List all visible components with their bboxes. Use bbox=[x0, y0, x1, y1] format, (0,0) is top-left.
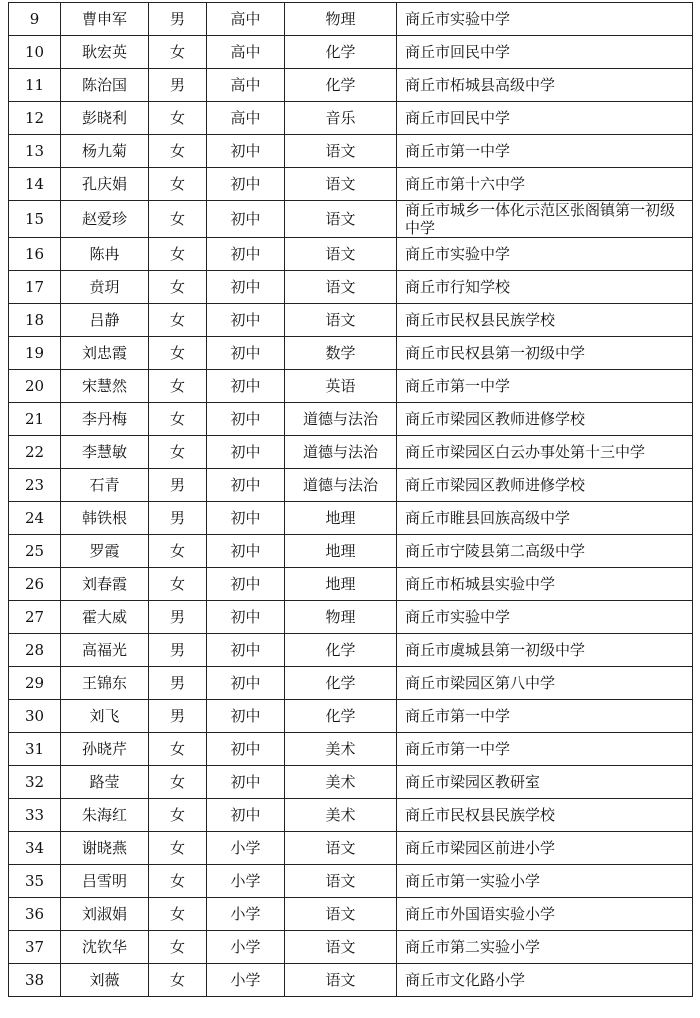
person-name: 霍大威 bbox=[61, 601, 149, 634]
table-row bbox=[9, 337, 693, 370]
school-name: 商丘市虞城县第一初级中学 bbox=[397, 634, 693, 667]
school-name: 商丘市实验中学 bbox=[397, 3, 693, 36]
person-name: 高福光 bbox=[61, 634, 149, 667]
school-level: 小学 bbox=[207, 832, 285, 865]
person-name: 石青 bbox=[61, 469, 149, 502]
school-name: 商丘市第一中学 bbox=[397, 370, 693, 403]
row-number: 16 bbox=[9, 238, 61, 271]
table-row bbox=[9, 898, 693, 931]
school-level: 初中 bbox=[207, 667, 285, 700]
school-name: 商丘市民权县民族学校 bbox=[397, 304, 693, 337]
row-number: 29 bbox=[9, 667, 61, 700]
school-level: 初中 bbox=[207, 168, 285, 201]
gender-cell: 女 bbox=[149, 964, 207, 997]
gender-cell: 女 bbox=[149, 799, 207, 832]
school-name: 商丘市第一中学 bbox=[397, 700, 693, 733]
subject-cell: 语文 bbox=[285, 168, 397, 201]
gender-cell: 女 bbox=[149, 271, 207, 304]
subject-cell: 物理 bbox=[285, 601, 397, 634]
school-level: 初中 bbox=[207, 201, 285, 238]
school-level: 初中 bbox=[207, 766, 285, 799]
table-row bbox=[9, 667, 693, 700]
school-level: 高中 bbox=[207, 102, 285, 135]
table-row bbox=[9, 403, 693, 436]
subject-cell: 美术 bbox=[285, 799, 397, 832]
row-number: 9 bbox=[9, 3, 61, 36]
subject-cell: 语文 bbox=[285, 898, 397, 931]
subject-cell: 美术 bbox=[285, 766, 397, 799]
subject-cell: 语文 bbox=[285, 832, 397, 865]
subject-cell: 物理 bbox=[285, 3, 397, 36]
row-number: 37 bbox=[9, 931, 61, 964]
person-name: 李慧敏 bbox=[61, 436, 149, 469]
gender-cell: 女 bbox=[149, 370, 207, 403]
person-name: 刘忠霞 bbox=[61, 337, 149, 370]
table-row bbox=[9, 168, 693, 201]
person-name: 刘淑娟 bbox=[61, 898, 149, 931]
subject-cell: 道德与法治 bbox=[285, 469, 397, 502]
gender-cell: 男 bbox=[149, 601, 207, 634]
school-name: 商丘市民权县民族学校 bbox=[397, 799, 693, 832]
person-name: 刘薇 bbox=[61, 964, 149, 997]
school-name: 商丘市文化路小学 bbox=[397, 964, 693, 997]
subject-cell: 美术 bbox=[285, 733, 397, 766]
school-name: 商丘市柘城县高级中学 bbox=[397, 69, 693, 102]
school-level: 初中 bbox=[207, 469, 285, 502]
subject-cell: 语文 bbox=[285, 964, 397, 997]
table-row bbox=[9, 135, 693, 168]
person-name: 谢晓燕 bbox=[61, 832, 149, 865]
row-number: 19 bbox=[9, 337, 61, 370]
row-number: 28 bbox=[9, 634, 61, 667]
document-page bbox=[8, 2, 692, 997]
table-row bbox=[9, 733, 693, 766]
table-row bbox=[9, 700, 693, 733]
gender-cell: 男 bbox=[149, 667, 207, 700]
gender-cell: 女 bbox=[149, 304, 207, 337]
gender-cell: 女 bbox=[149, 898, 207, 931]
subject-cell: 化学 bbox=[285, 700, 397, 733]
subject-cell: 语文 bbox=[285, 304, 397, 337]
gender-cell: 女 bbox=[149, 337, 207, 370]
person-name: 沈钦华 bbox=[61, 931, 149, 964]
school-name: 商丘市回民中学 bbox=[397, 36, 693, 69]
school-level: 高中 bbox=[207, 36, 285, 69]
table-body bbox=[9, 3, 693, 997]
gender-cell: 男 bbox=[149, 634, 207, 667]
person-name: 陈治国 bbox=[61, 69, 149, 102]
person-name: 刘春霞 bbox=[61, 568, 149, 601]
table-row bbox=[9, 3, 693, 36]
row-number: 27 bbox=[9, 601, 61, 634]
person-name: 彭晓利 bbox=[61, 102, 149, 135]
gender-cell: 男 bbox=[149, 469, 207, 502]
person-name: 赵爱珍 bbox=[61, 201, 149, 238]
table-row bbox=[9, 436, 693, 469]
school-level: 小学 bbox=[207, 931, 285, 964]
person-name: 孙晓芹 bbox=[61, 733, 149, 766]
school-level: 小学 bbox=[207, 898, 285, 931]
person-name: 王锦东 bbox=[61, 667, 149, 700]
table-row bbox=[9, 36, 693, 69]
personnel-table bbox=[8, 2, 693, 997]
gender-cell: 男 bbox=[149, 502, 207, 535]
gender-cell: 女 bbox=[149, 568, 207, 601]
subject-cell: 道德与法治 bbox=[285, 403, 397, 436]
person-name: 朱海红 bbox=[61, 799, 149, 832]
row-number: 31 bbox=[9, 733, 61, 766]
person-name: 曹申军 bbox=[61, 3, 149, 36]
person-name: 杨九菊 bbox=[61, 135, 149, 168]
row-number: 21 bbox=[9, 403, 61, 436]
person-name: 宋慧然 bbox=[61, 370, 149, 403]
table-row bbox=[9, 634, 693, 667]
row-number: 35 bbox=[9, 865, 61, 898]
row-number: 34 bbox=[9, 832, 61, 865]
gender-cell: 女 bbox=[149, 403, 207, 436]
table-row bbox=[9, 832, 693, 865]
gender-cell: 女 bbox=[149, 535, 207, 568]
table-row bbox=[9, 964, 693, 997]
school-name: 商丘市梁园区第八中学 bbox=[397, 667, 693, 700]
subject-cell: 道德与法治 bbox=[285, 436, 397, 469]
subject-cell: 数学 bbox=[285, 337, 397, 370]
subject-cell: 化学 bbox=[285, 667, 397, 700]
school-name: 商丘市梁园区前进小学 bbox=[397, 832, 693, 865]
row-number: 25 bbox=[9, 535, 61, 568]
person-name: 路莹 bbox=[61, 766, 149, 799]
school-name: 商丘市行知学校 bbox=[397, 271, 693, 304]
school-level: 初中 bbox=[207, 568, 285, 601]
school-level: 初中 bbox=[207, 733, 285, 766]
table-row bbox=[9, 304, 693, 337]
person-name: 吕雪明 bbox=[61, 865, 149, 898]
school-name: 商丘市实验中学 bbox=[397, 238, 693, 271]
school-name: 商丘市第二实验小学 bbox=[397, 931, 693, 964]
school-level: 初中 bbox=[207, 403, 285, 436]
school-level: 初中 bbox=[207, 271, 285, 304]
school-name: 商丘市睢县回族高级中学 bbox=[397, 502, 693, 535]
school-name: 商丘市柘城县实验中学 bbox=[397, 568, 693, 601]
school-name: 商丘市外国语实验小学 bbox=[397, 898, 693, 931]
gender-cell: 女 bbox=[149, 832, 207, 865]
row-number: 22 bbox=[9, 436, 61, 469]
gender-cell: 女 bbox=[149, 931, 207, 964]
school-name: 商丘市梁园区教师进修学校 bbox=[397, 403, 693, 436]
subject-cell: 语文 bbox=[285, 271, 397, 304]
school-level: 初中 bbox=[207, 634, 285, 667]
school-name: 商丘市第十六中学 bbox=[397, 168, 693, 201]
table-row bbox=[9, 766, 693, 799]
table-row bbox=[9, 102, 693, 135]
school-name: 商丘市第一实验小学 bbox=[397, 865, 693, 898]
school-level: 初中 bbox=[207, 135, 285, 168]
subject-cell: 地理 bbox=[285, 568, 397, 601]
gender-cell: 女 bbox=[149, 766, 207, 799]
school-level: 初中 bbox=[207, 370, 285, 403]
row-number: 23 bbox=[9, 469, 61, 502]
school-level: 初中 bbox=[207, 799, 285, 832]
school-name: 商丘市城乡一体化示范区张阁镇第一初级中学 bbox=[397, 201, 693, 238]
table-row bbox=[9, 201, 693, 238]
gender-cell: 女 bbox=[149, 102, 207, 135]
school-name: 商丘市第一中学 bbox=[397, 135, 693, 168]
row-number: 12 bbox=[9, 102, 61, 135]
school-name: 商丘市第一中学 bbox=[397, 733, 693, 766]
gender-cell: 女 bbox=[149, 238, 207, 271]
gender-cell: 男 bbox=[149, 3, 207, 36]
person-name: 孔庆娟 bbox=[61, 168, 149, 201]
gender-cell: 男 bbox=[149, 69, 207, 102]
table-row bbox=[9, 535, 693, 568]
person-name: 贲玥 bbox=[61, 271, 149, 304]
row-number: 11 bbox=[9, 69, 61, 102]
school-level: 初中 bbox=[207, 304, 285, 337]
subject-cell: 化学 bbox=[285, 69, 397, 102]
row-number: 10 bbox=[9, 36, 61, 69]
person-name: 韩铁根 bbox=[61, 502, 149, 535]
person-name: 李丹梅 bbox=[61, 403, 149, 436]
gender-cell: 女 bbox=[149, 733, 207, 766]
school-name: 商丘市梁园区教师进修学校 bbox=[397, 469, 693, 502]
school-level: 初中 bbox=[207, 436, 285, 469]
school-level: 初中 bbox=[207, 502, 285, 535]
school-name: 商丘市梁园区教研室 bbox=[397, 766, 693, 799]
gender-cell: 男 bbox=[149, 700, 207, 733]
person-name: 罗霞 bbox=[61, 535, 149, 568]
school-name: 商丘市实验中学 bbox=[397, 601, 693, 634]
school-name: 商丘市民权县第一初级中学 bbox=[397, 337, 693, 370]
table-row bbox=[9, 238, 693, 271]
school-level: 小学 bbox=[207, 865, 285, 898]
person-name: 陈冉 bbox=[61, 238, 149, 271]
subject-cell: 化学 bbox=[285, 36, 397, 69]
school-level: 小学 bbox=[207, 964, 285, 997]
school-level: 高中 bbox=[207, 69, 285, 102]
table-row bbox=[9, 469, 693, 502]
row-number: 17 bbox=[9, 271, 61, 304]
table-row bbox=[9, 271, 693, 304]
gender-cell: 女 bbox=[149, 36, 207, 69]
row-number: 32 bbox=[9, 766, 61, 799]
row-number: 15 bbox=[9, 201, 61, 238]
subject-cell: 语文 bbox=[285, 201, 397, 238]
row-number: 18 bbox=[9, 304, 61, 337]
row-number: 36 bbox=[9, 898, 61, 931]
row-number: 38 bbox=[9, 964, 61, 997]
subject-cell: 语文 bbox=[285, 238, 397, 271]
gender-cell: 女 bbox=[149, 168, 207, 201]
subject-cell: 地理 bbox=[285, 502, 397, 535]
gender-cell: 女 bbox=[149, 201, 207, 238]
school-level: 初中 bbox=[207, 601, 285, 634]
gender-cell: 女 bbox=[149, 135, 207, 168]
subject-cell: 音乐 bbox=[285, 102, 397, 135]
table-row bbox=[9, 601, 693, 634]
person-name: 耿宏英 bbox=[61, 36, 149, 69]
row-number: 24 bbox=[9, 502, 61, 535]
table-row bbox=[9, 865, 693, 898]
table-row bbox=[9, 931, 693, 964]
table-row bbox=[9, 69, 693, 102]
subject-cell: 语文 bbox=[285, 135, 397, 168]
row-number: 20 bbox=[9, 370, 61, 403]
row-number: 26 bbox=[9, 568, 61, 601]
school-name: 商丘市回民中学 bbox=[397, 102, 693, 135]
school-level: 初中 bbox=[207, 337, 285, 370]
row-number: 13 bbox=[9, 135, 61, 168]
subject-cell: 语文 bbox=[285, 931, 397, 964]
school-level: 高中 bbox=[207, 3, 285, 36]
gender-cell: 女 bbox=[149, 865, 207, 898]
row-number: 33 bbox=[9, 799, 61, 832]
school-level: 初中 bbox=[207, 238, 285, 271]
row-number: 30 bbox=[9, 700, 61, 733]
row-number: 14 bbox=[9, 168, 61, 201]
subject-cell: 语文 bbox=[285, 865, 397, 898]
person-name: 刘飞 bbox=[61, 700, 149, 733]
table-row bbox=[9, 799, 693, 832]
school-name: 商丘市梁园区白云办事处第十三中学 bbox=[397, 436, 693, 469]
school-level: 初中 bbox=[207, 535, 285, 568]
gender-cell: 女 bbox=[149, 436, 207, 469]
subject-cell: 化学 bbox=[285, 634, 397, 667]
table-row bbox=[9, 568, 693, 601]
subject-cell: 英语 bbox=[285, 370, 397, 403]
person-name: 吕静 bbox=[61, 304, 149, 337]
table-row bbox=[9, 502, 693, 535]
school-level: 初中 bbox=[207, 700, 285, 733]
school-name: 商丘市宁陵县第二高级中学 bbox=[397, 535, 693, 568]
subject-cell: 地理 bbox=[285, 535, 397, 568]
table-row bbox=[9, 370, 693, 403]
